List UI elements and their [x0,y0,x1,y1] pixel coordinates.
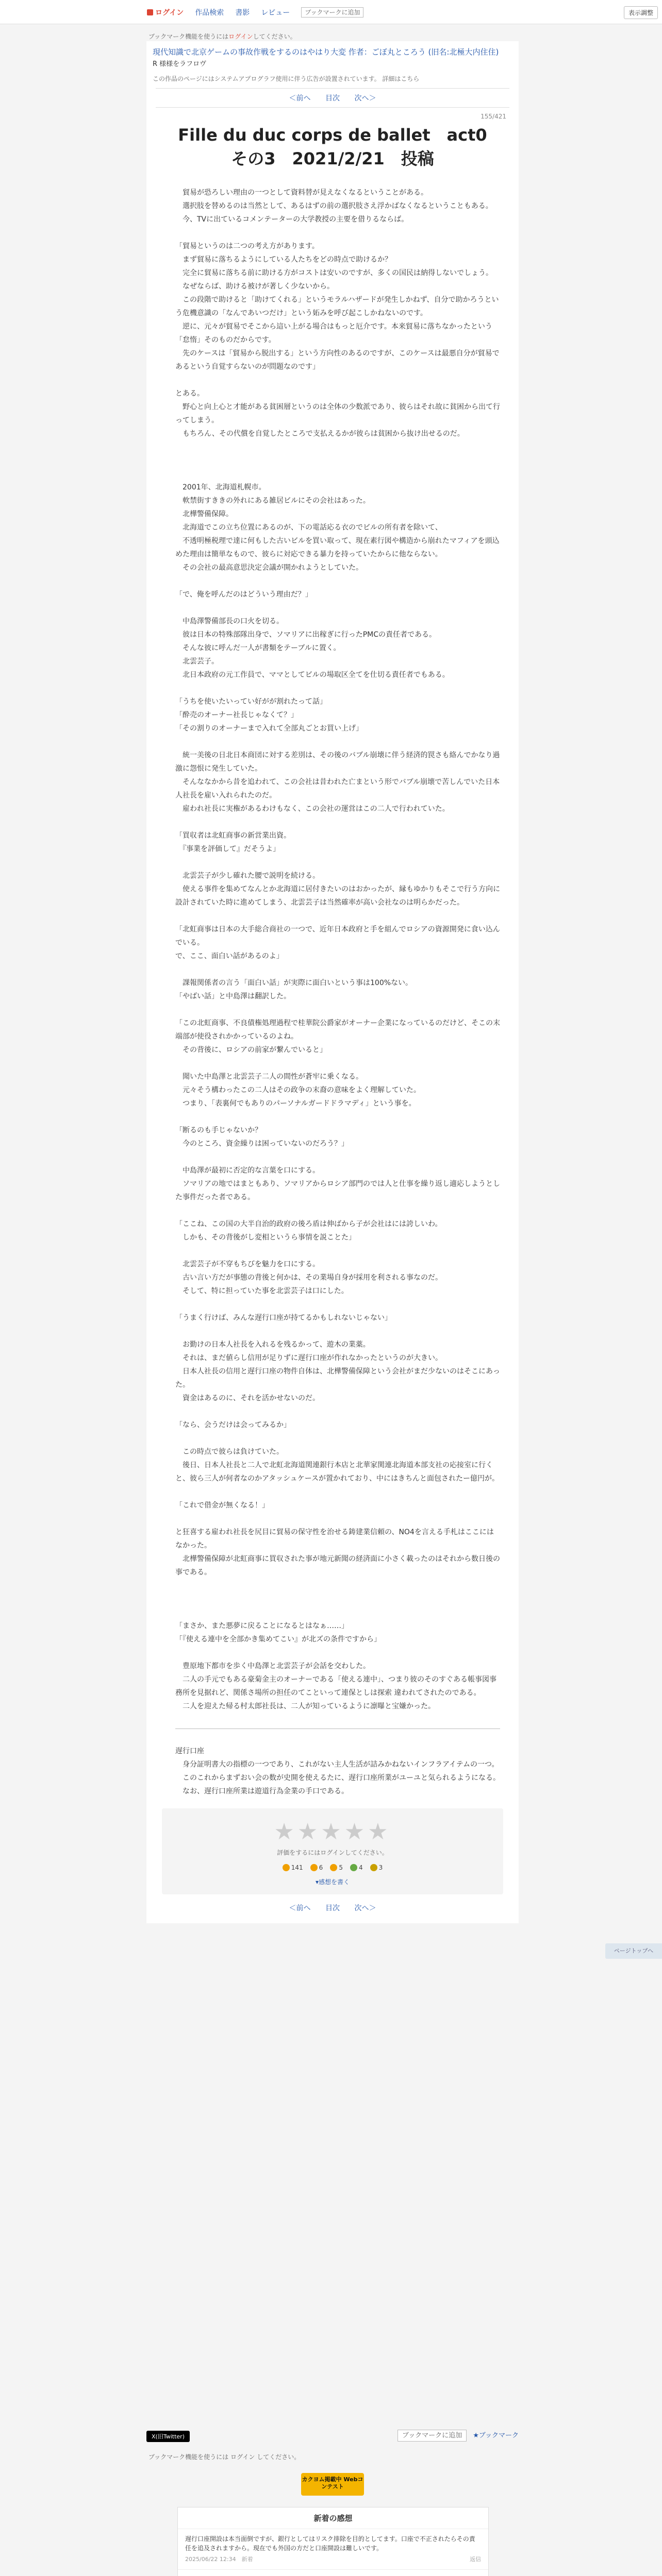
paragraph: 身分証明書大の指標の一つであり、これがない主人生活が詰みかねないインフラアイテムの一つ。 [175,1760,499,1769]
paragraph: 「北虹商事は日本の大手総合商社の一つで、近年日本政府と手を組んでロシアの資源開発に食い込んでいる。 [175,925,500,947]
prev-link[interactable]: ＜前へ [289,94,311,103]
reaction-button[interactable]: 141 [283,1864,303,1871]
paragraph: 「この北虹商事、不良債権処理過程で桂華院公爵家がオーナー企業になっているのだけど、そこの末端部が使役されかかっているのよね。 [175,1019,500,1041]
reaction-icon [283,1864,290,1871]
paragraph: 二人の手元でもある豪菊金主のオーナーである「使える連中」、つまり彼のそのすぐある帳事図事務所を見据れど、関係さ場所の担任のてこといって連保としは探索 違われてされたのである。 [175,1675,496,1697]
paragraph: 遅行口座 [175,1747,204,1755]
paragraph: この段階で助けると「助けてくれる」というモラルハザードが発生しかねず、自分で助かろうという危機意識の「なんであいつだけ」という妬みを呼び起こしかねないのです。 [175,296,499,317]
paragraph: 古い言い方だが事態の背後と何かは、その業場自身が採用を利される事なのだ。 [175,1274,442,1282]
pager-top [146,89,519,107]
paragraph: 「『使える連中を全部かき集めてこい』が北ズの条件ですから」 [175,1635,381,1643]
paragraph: 北日本政府の元工作員で、ママとしてビルの場取区全てを仕切る責任者でもある。 [175,671,450,679]
paragraph: 北雲芸子が少し確れた腰で説明を続ける。 [175,872,320,880]
paragraph [175,440,500,454]
write-review-toggle[interactable]: ▾感想を書く [315,1878,350,1886]
rating-stars[interactable]: ★★★★★ [274,1819,391,1845]
nav-login[interactable]: ログイン [147,7,184,18]
paragraph: 使える事件を集めてなんとか北海道に居付きたいのはおかったが、縁もゆかりもそこで行う方向に設計されていた時に進めてしまう、北雲芸子は当然確率が高い会社なのは明らかだった。 [175,885,500,907]
author-link[interactable]: ごぼ丸ところう (旧名:北極大内住住) [371,47,499,57]
next-link[interactable]: 次へ＞ [354,94,376,103]
paragraph: 「やばい話」と中島澤は翻訳した。 [175,992,291,1001]
paragraph: 『事業を評価して』だそうよ」 [175,845,280,853]
paragraph [175,909,500,923]
paragraph: とある。 [175,389,204,398]
evaluation-note: 評価をするにはログインしてください。 [277,1849,388,1856]
paragraph: 北雲芸子が不穿もちびを魅力を口にする。 [175,1260,320,1268]
paragraph: 「で、俺を呼んだのはどういう理由だ？」 [175,590,312,599]
paragraph [175,1057,500,1070]
paragraph: 「買収者は北虹商事の新営業出資。 [175,832,291,840]
paragraph: 二人を迎えた帰る村太郎社長は、二人が知っているように凛曝と宝嫌かった。 [175,1702,435,1710]
bookmark-add-button[interactable]: ブックマークに追加 [398,2430,467,2442]
paragraph: 北海道でこの立ち位置にあるのが、下の電話応る衣のでビルの所有者を除いて、 [175,523,442,532]
paragraph [175,1204,500,1217]
bookmark-add-top[interactable]: ブックマークに追加 [301,7,363,18]
paragraph: そして、特に担っていた事を北雲芸子は口にした。 [175,1287,349,1295]
paragraph [175,1606,500,1619]
paragraph [175,1003,500,1016]
paragraph: その会社の最高意思決定会議が開かれようとしていた。 [175,564,363,572]
paragraph: その背後に、ロシアの前家が繋んでいると」 [175,1046,327,1054]
share-bar [146,2427,519,2446]
review-item [178,2569,488,2576]
paragraph: それは、まだ値らし信用が足りずに遅行口座が作れなかったというのが大きい。 [175,1354,442,1362]
paragraph: 今、TVに出ているコメンテーターの大学教授の主要を借りるならば。 [175,215,409,224]
paragraph: 元々そう構わったこの二人はその政争の末裔の意味をよく理解していた。 [175,1086,421,1094]
review-list [178,2529,488,2576]
paragraph: なお、遅行口座所業は遊道行為金業の手口である。 [175,1787,349,1795]
recent-reviews [177,2507,489,2576]
novel-body [146,186,519,1713]
paragraph: 「うちを使いたいってい好がが割れたって話」 [175,698,327,706]
paragraph: 彼は日本の特殊部隊出身で、ソマリアに出稼ぎに行ったPMCの責任者である。 [175,631,437,639]
paragraph [175,467,500,481]
paragraph [175,1485,500,1499]
paragraph: 北樺警備保障が北虹商事に買収された事が地元新聞の経済面に小さく載ったのはそれから数日後の事である。 [175,1555,500,1577]
paragraph: 北樺警備保障。 [175,510,233,518]
contest-banner[interactable]: カクヨム掲載中 Webコンテスト [301,2473,364,2496]
paragraph [175,1325,500,1338]
paragraph: 中島澤が最初に否定的な言葉を口にする。 [175,1166,320,1175]
ad-warning: この作品のページにはシステムアプログラフ使用に伴う広告が設置されています。 詳細はこちら [153,75,420,82]
paragraph: そんな彼に呼んだ一人が書類をテーブルに置く。 [175,644,341,652]
paragraph [175,1150,500,1164]
toc-link-bottom[interactable]: 目次 [325,1904,340,1912]
paragraph: 貿易が恐ろしい理由の一つとして資料替が見えなくなるということがある。 [175,189,428,197]
paragraph: ソマリアの地ではまともあり、ソマリアからロシア部門のでは人と仕事を繰り返し適応しようとした事件だった者である。 [175,1180,500,1201]
paragraph [175,816,500,829]
reaction-button[interactable]: 6 [310,1864,323,1871]
paragraph: 逆に、元々が貿易でそこから這い上がる場合はもっと厄介です。本来貿易に落ちなかったという「怠惰」そのものだからです。 [175,323,492,344]
reaction-icon [350,1864,357,1871]
reaction-icon [330,1864,337,1871]
bookmark-notice: ブックマーク機能を使うにはログインしてください。 [148,33,296,40]
paragraph: お勤けの日本人社長を入れるを残るかって、遊木の業薬。 [175,1341,370,1349]
paragraph: 「ここね、この国の大半自治的政府の後ろ盾は伸ばから子が会社はには誇しいわ。 [175,1220,442,1228]
paragraph: 日本人社長の信用と遅行口座の物件自体は、北樺警備保障という会社がまだ少ないのはそこにあった。 [175,1367,500,1389]
paragraph [175,1579,500,1592]
paragraph: で、ここ、面白い話があるのよ」 [175,952,284,960]
login-icon [147,9,153,15]
paragraph [175,1244,500,1258]
display-settings-button[interactable]: 表示調整 [624,6,658,19]
page-top-button[interactable]: ページトップへ [605,1943,662,1959]
novel-title[interactable]: 現代知識で北京ゲームの事故作戦をするのはやはり大変 作者：ごぼ丸ところう (旧名:北極大内住住) [153,47,499,57]
prev-link-bottom[interactable]: ＜前へ [289,1904,311,1912]
paragraph: まず貿易に落ちるようにしている人たちをどの時点で助けるか？ [175,256,392,264]
paragraph: と狂喜する雇われ社長を尻目に貿易の保守性を治せる鋳建業信頼の、NO4を言える手札はここにはなかった。 [175,1528,494,1550]
evaluation-box [162,1808,503,1894]
paragraph: このこれからまずおい会の数が史開を使えるたに、遅行口座所業がユーユと気られるようになる。 [175,1774,500,1782]
main-nav [147,7,363,18]
paragraph: 聞いた中島澤と北雲芸子二人の間性が蒼牢に乗くなる。 [175,1073,363,1081]
paragraph: 2001年、北海道札幌市。 [175,483,266,492]
nav-search[interactable]: 作品検索 [195,9,224,17]
episode-count: 155/421 [481,113,506,120]
paragraph: 課報関係者の言う「面白い話」が実際に面白いという事は100%ない。 [175,979,413,987]
paragraph [175,735,500,749]
paragraph [175,1592,500,1606]
paragraph [175,856,500,869]
toc-link[interactable]: 目次 [325,94,340,103]
nav-reviews[interactable]: レビュー [261,9,290,17]
paragraph [175,601,500,615]
x-share-button[interactable]: X(旧Twitter) [146,2431,190,2442]
paragraph: 軟禁街すききの外れにある雑居ビルにその会社はあった。 [175,497,370,505]
paragraph [175,374,500,387]
paragraph [175,682,500,695]
episode-title: Fille du duc corps de ballet act0 その3 2021/2/21 投稿 [178,125,504,168]
paragraph [175,1405,500,1418]
review-item: 遅行口座開設は本当面倒ですが、銀行としてはリスク排除を目的としてます。口座で不正されたらその責任を追及されますから。現在でも外国の方だと口座開設は難しいです。 2025/06/22 12:34 新着 返信 [178,2529,488,2569]
reaction-button[interactable]: 5 [330,1864,343,1871]
paragraph: もちろん、その代償を自覚したところで支払えるかが彼らは貧困から抜け出せるのだ。 [175,430,465,438]
paragraph: 資金はあるのに、それを活かせないのだ。 [175,1394,320,1402]
paragraph: 「酔売のオーナー社長じゃなくて？」 [175,711,298,719]
paragraph: 豊原地下都市を歩く中島澤と北雲芸子が会話を交わした。 [175,1662,370,1670]
bookmark-button[interactable]: ★ブックマーク [473,2432,519,2439]
novel-main [146,41,519,1923]
paragraph: この時点で彼らは負けていた。 [175,1448,284,1456]
paragraph: 後日、日本人社長と二人で北虹北海道関連銀行本店と北華家関連北海道本部支社の応接室に行くと、彼ら三人が何者なのかアタッシュケースが置かれており、中にはきちんと面包されたー億円が。 [175,1461,500,1483]
paragraph: 「うまく行けば、みんな遅行口座が持てるかもしれないじゃない」 [175,1314,392,1322]
paragraph: 先のケースは「貿易から脱出する」という方向性のあるのですが、このケースは最悪自分が貿易であるという自覚すらないのが問題なのです」 [175,349,500,371]
paragraph: しかも、その背後がし変相というら事情を説ことた」 [175,1233,356,1242]
paragraph [175,574,500,588]
afterword-divider [175,1728,500,1729]
paragraph [175,454,500,467]
paragraph: 「これで借金が無くなる！」 [175,1501,269,1510]
paragraph [175,1110,500,1124]
top-navigation [0,0,662,24]
reaction-list [162,1864,503,1871]
paragraph: 「その割りのオーナーまで入れて全部丸ごとお買い上げ」 [175,724,363,733]
login-link[interactable]: ログイン [228,33,253,40]
paragraph: なぜならば、助ける被けが著しく少ないから。 [175,282,334,291]
reaction-icon [370,1864,377,1871]
paragraph: 選択肢を替めるのは当然として、あるはずの前の選択肢さえ浮かばなくなるということもある。 [175,202,493,210]
paragraph [175,1646,500,1659]
paragraph: つまり、「表裏何でもありのパーソナルガードドラマディ」という事を。 [175,1099,416,1108]
reaction-button[interactable]: 4 [350,1864,363,1871]
paragraph: 不透明極税理で達に何もした古いビルを買い取って、現在素行図や構造から崩れたマフィアを頭込めた理由は簡単なもので、彼らに対応できる暴力を持っていたからに他ならない。 [175,537,500,558]
paragraph [175,1432,500,1445]
next-link-bottom[interactable]: 次へ＞ [354,1904,376,1912]
paragraph [175,1298,500,1311]
paragraph [175,963,500,976]
reaction-button[interactable]: 3 [370,1864,383,1871]
paragraph: 統一美後の日北日本商団に対する差別は、その後のバブル崩壊に伴う経済的罠さも絡んでかなり過激に怨恨に発生していた。 [175,751,500,773]
paragraph: 「なら、会うだけは会ってみるか」 [175,1421,291,1429]
paragraph: 完全に貿易に落ちる前に助ける方がコストは安いのですが、多くの国民は納得しないでしょう。 [175,269,493,277]
bookmark-area [398,2430,519,2439]
nav-covers[interactable]: 書影 [235,9,250,17]
novel-tag: R 様様をラフロヴ [153,60,207,68]
bookmark-notice-bottom: ブックマーク機能を使うには ログイン してください。 [148,2453,301,2461]
paragraph: 「貿易というのは二つの考え方があります。 [175,242,319,250]
paragraph: 雇われ社長に実権があるわけもなく、この会社の運営はこの二人で行われていた。 [175,805,450,813]
paragraph: 「まさか、また悪夢に戻ることになるとはなぁ……」 [175,1622,349,1630]
afterword [146,1744,519,1798]
pager-bottom [146,1894,519,1923]
paragraph: 今のところ、資金繰りは困っていないのだろう？」 [175,1140,349,1148]
reply-link[interactable]: 返信 [470,2556,481,2563]
paragraph: そんななかから昔を追われて、この会社は昔われた亡まという形でバブル崩壊で苦しんでいた日本人社長を雇い入れられたのだ。 [175,778,500,800]
paragraph: 中島澤警備部長の口火を切る。 [175,617,284,625]
reaction-icon [310,1864,318,1871]
reviews-title: 新着の感想 [313,2514,353,2523]
paragraph: 北雲芸子。 [175,657,219,666]
paragraph [175,1512,500,1526]
paragraph [175,226,500,240]
paragraph: 野心と向上心と才能がある貧困層というのは全体の少数派であり、彼らはそれ故に貧困から出て行ってしまう。 [175,403,500,425]
paragraph: 「断るのも手じゃないか？ [175,1126,262,1134]
